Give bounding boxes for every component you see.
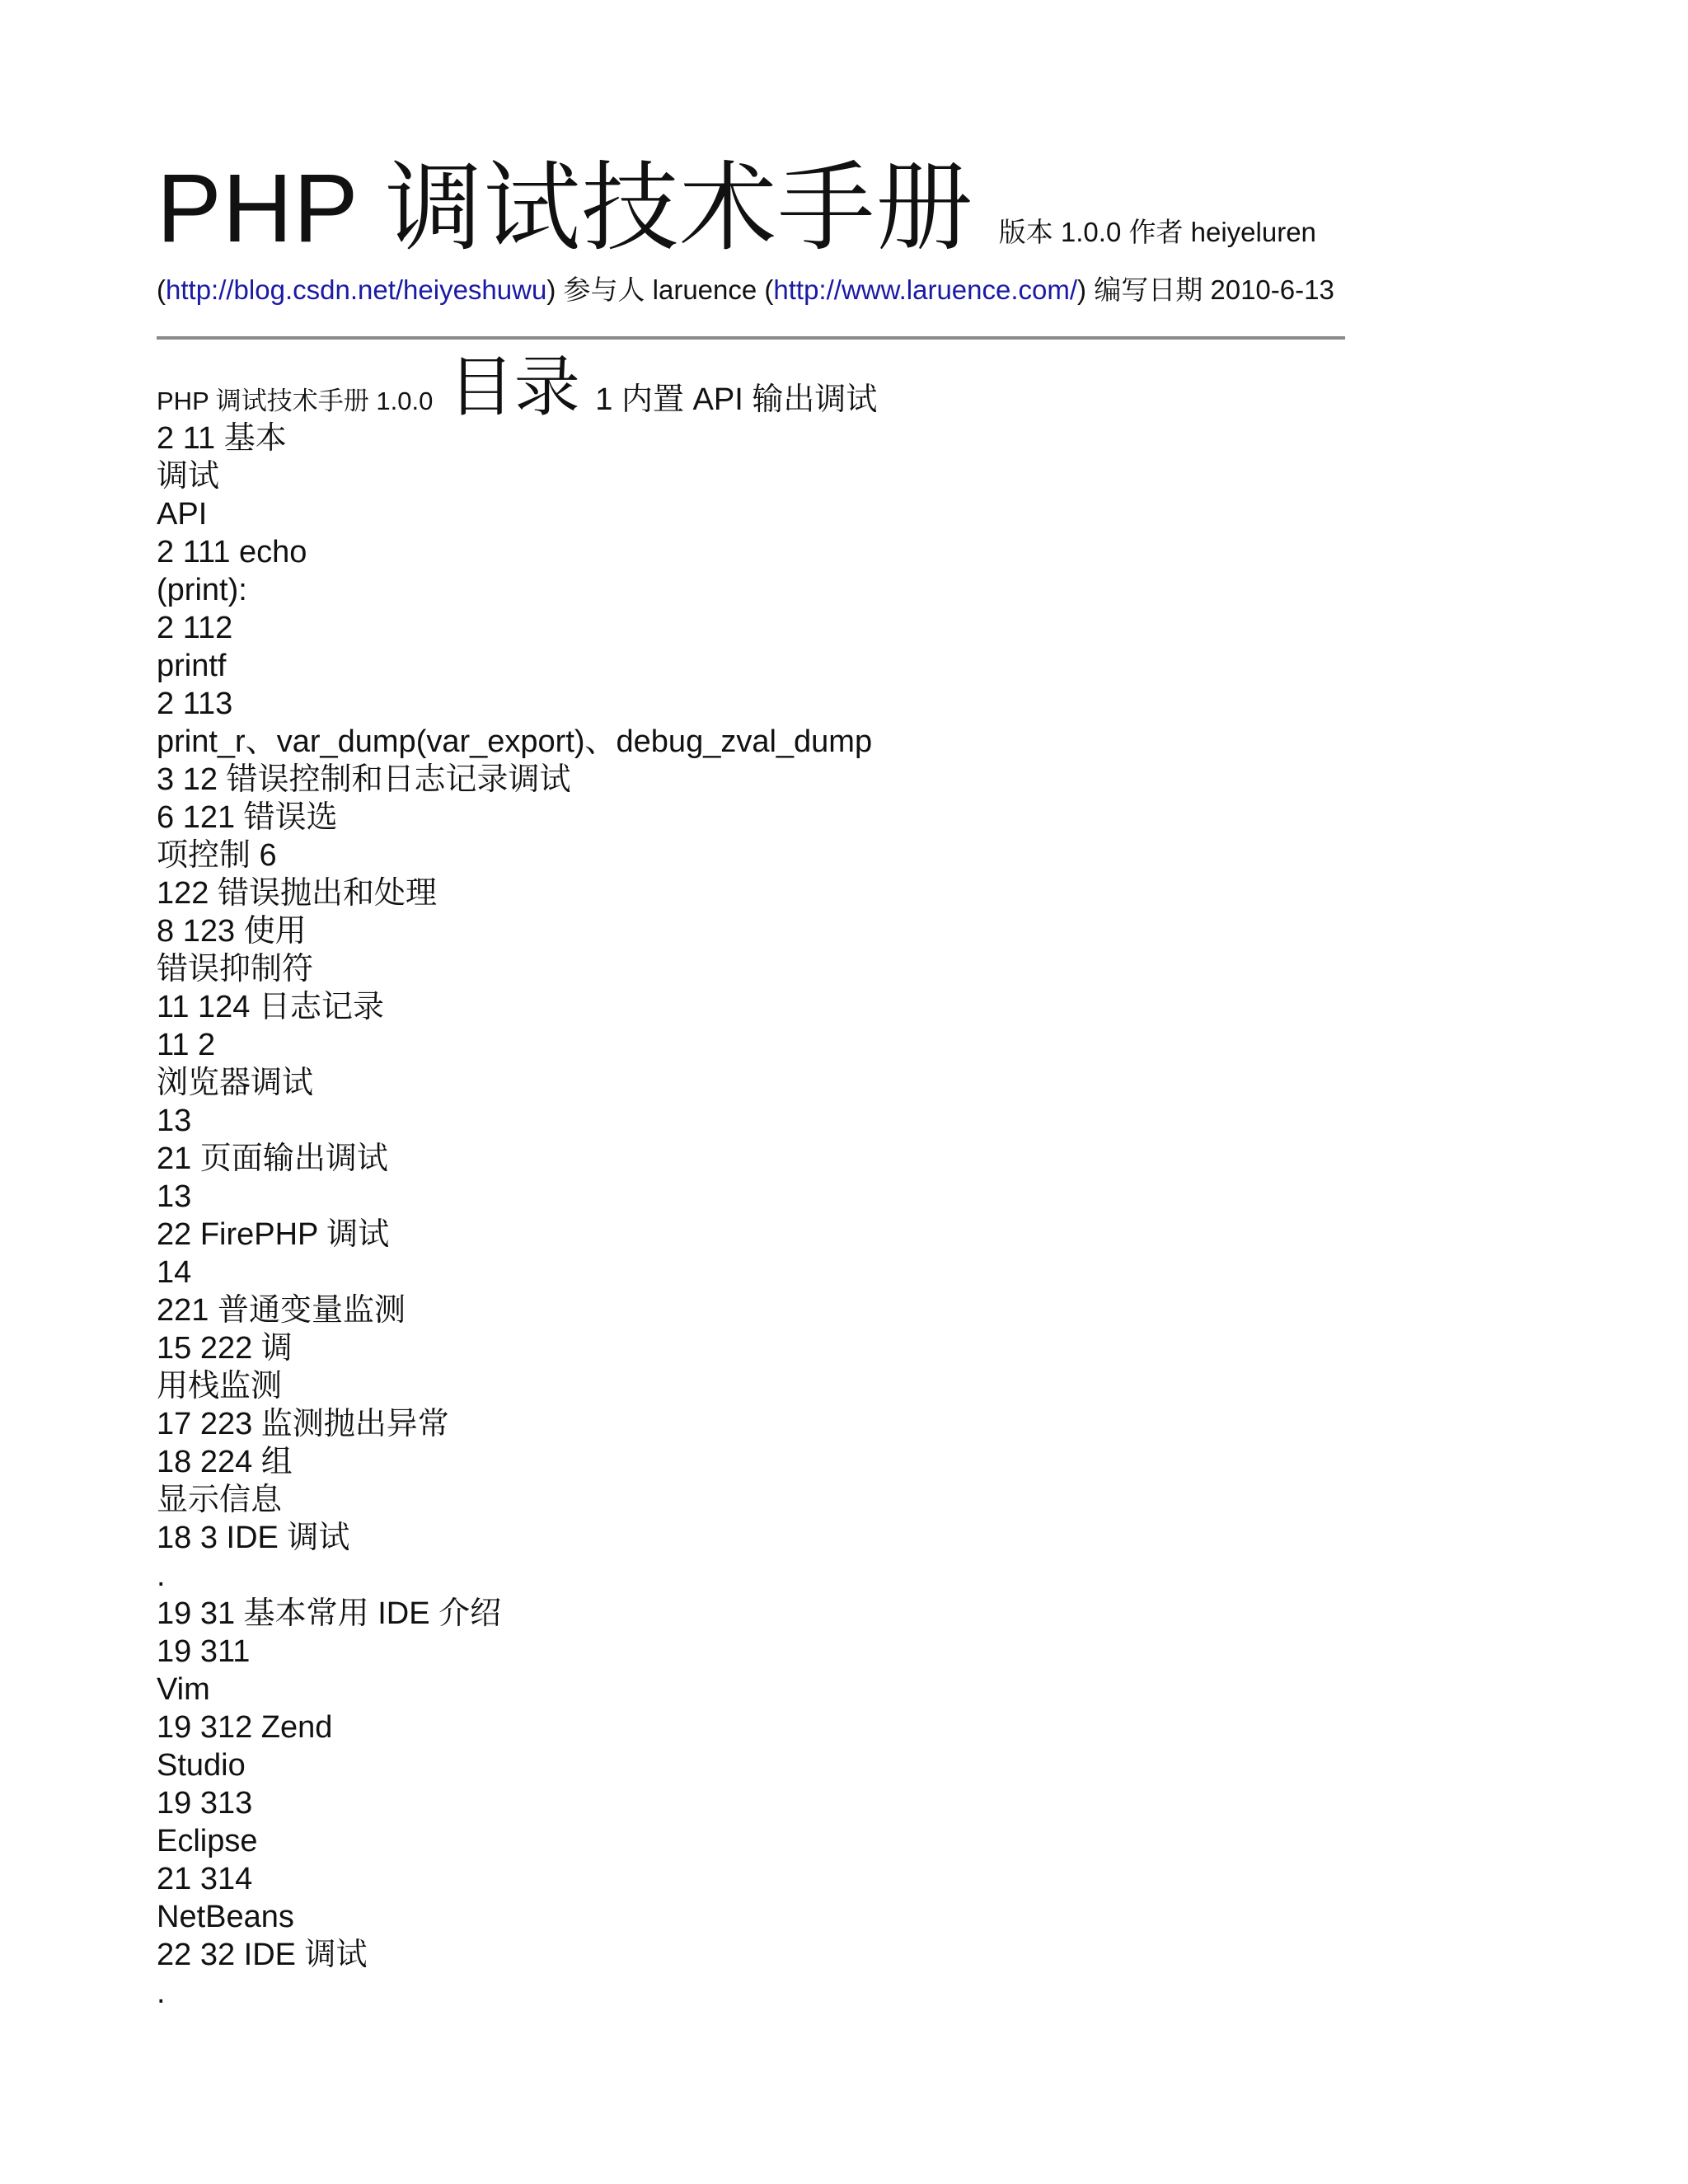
toc-line: printf — [157, 649, 227, 683]
toc-line: 19 312 Zend — [157, 1710, 333, 1745]
toc-line: (print): — [157, 573, 247, 607]
toc-line: 浏览器调试 — [157, 1066, 314, 1100]
toc-line: Vim — [157, 1672, 210, 1707]
paren-open: ( — [157, 274, 166, 305]
toc-line: 19 313 — [157, 1786, 253, 1821]
contributor-text: ) 参与人 laruence ( — [546, 274, 774, 305]
toc-heading-line — [157, 346, 877, 429]
toc-line: 11 124 日志记录 — [157, 990, 384, 1024]
toc-line: 8 123 使用 — [157, 914, 307, 949]
toc-line: 2 112 — [157, 611, 233, 645]
doc-title: PHP 调试技术手册 — [157, 154, 974, 263]
toc-line: 13 — [157, 1179, 192, 1214]
toc-line: 19 311 — [157, 1634, 251, 1669]
toc-line: 19 31 基本常用 IDE 介绍 — [157, 1596, 502, 1631]
toc-doc-version: PHP 调试技术手册 1.0.0 — [157, 387, 434, 415]
contributor-link[interactable]: http://www.laruence.com/ — [773, 274, 1078, 305]
toc-line: 22 FirePHP 调试 — [157, 1217, 390, 1252]
version-author: 版本 1.0.0 作者 heiyeluren — [998, 217, 1316, 247]
toc-line: . — [157, 1975, 166, 2010]
toc-line: 122 错误抛出和处理 — [157, 876, 437, 911]
toc-line: 用栈监测 — [157, 1369, 283, 1404]
toc-line: 21 页面输出调试 — [157, 1141, 388, 1176]
toc-line: 项控制 6 — [157, 838, 277, 873]
toc-line: . — [157, 1558, 166, 1593]
toc-line: 18 3 IDE 调试 — [157, 1521, 350, 1555]
toc-line: 221 普通变量监测 — [157, 1293, 406, 1328]
toc-line: 2 111 echo — [157, 535, 307, 569]
toc-line: 调试 — [157, 459, 220, 494]
toc-line: 17 223 监测抛出异常 — [157, 1407, 449, 1441]
toc-line: Studio — [157, 1748, 246, 1783]
toc-line: 2 113 — [157, 687, 233, 721]
author-link[interactable]: http://blog.csdn.net/heiyeshuwu — [166, 274, 547, 305]
toc-title: 目录 — [448, 350, 580, 424]
toc-line: 13 — [157, 1104, 192, 1138]
toc-line: 21 314 — [157, 1862, 253, 1896]
toc-line: 14 — [157, 1255, 192, 1290]
meta-line — [157, 269, 1334, 307]
title-line — [157, 155, 1316, 262]
toc-line: 6 121 错误选 — [157, 800, 338, 835]
toc-line: API — [157, 497, 208, 532]
toc-line: 3 12 错误控制和日志记录调试 — [157, 762, 571, 797]
toc-line: 显示信息 — [157, 1483, 283, 1517]
toc-line: 22 32 IDE 调试 — [157, 1938, 368, 1972]
toc-line: NetBeans — [157, 1900, 294, 1934]
toc-line: 2 11 基本 — [157, 421, 287, 456]
toc-line: 15 222 调 — [157, 1331, 293, 1366]
toc-line: print_r、var_dump(var_export)、debug_zval_dump — [157, 724, 873, 759]
toc-first-entry: 1 内置 API 输出调试 — [595, 382, 878, 417]
toc-line: 错误抑制符 — [157, 952, 314, 987]
date-text: ) 编写日期 2010-6-13 — [1077, 274, 1334, 305]
horizontal-rule — [157, 336, 1345, 340]
toc-line: 18 224 组 — [157, 1445, 293, 1479]
toc-line: Eclipse — [157, 1824, 258, 1858]
toc-line: 11 2 — [157, 1028, 216, 1062]
